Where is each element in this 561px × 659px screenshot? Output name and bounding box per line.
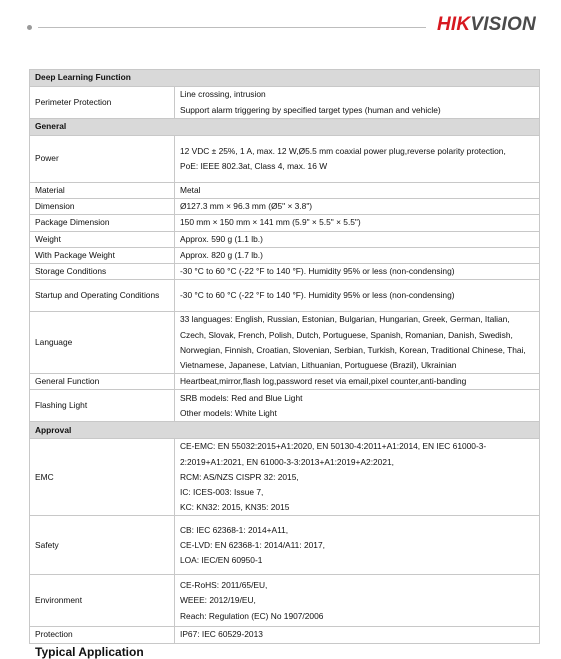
row-value <box>175 136 540 183</box>
section-header <box>30 70 540 87</box>
table-row <box>30 264 540 280</box>
row-label: Environment <box>30 575 175 627</box>
row-label: Flashing Light <box>30 390 175 422</box>
table-row <box>30 231 540 247</box>
table-row <box>30 374 540 390</box>
table-row <box>30 199 540 215</box>
value-line: Metal <box>180 185 201 195</box>
row-label: Material <box>30 183 175 199</box>
hikvision-logo <box>437 14 536 36</box>
table-row <box>30 627 540 643</box>
value-line: Ø127.3 mm × 96.3 mm (Ø5" × 3.8") <box>180 201 313 212</box>
value-line: WEEE: 2012/19/EU, <box>180 595 256 606</box>
value-line: 33 languages: English, Russian, Estonian, Bulgarian, Hungarian, Greek, German, Italian, Czech, Slovak, French, Polish, Dutch, Portuguese, Spanish, Romanian, Danish, Swedish, Norwegian, Finnish, Croatian, Slovenian, Serbian, Turkish, Korean, Traditional Chinese, Thai, Vietnamese, Japanese, Latvian, Lithuanian, Portuguese (Brazil), Ukrainian <box>180 314 526 370</box>
header-divider <box>38 27 426 28</box>
row-label: Startup and Operating Conditions <box>30 280 175 312</box>
value-line: Line crossing, intrusion <box>180 89 266 100</box>
value-line: Heartbeat,mirror,flash log,password reset via email,pixel counter,anti-banding <box>180 376 467 387</box>
row-label: Perimeter Protection <box>30 87 175 119</box>
section-header <box>30 422 540 439</box>
section-header <box>30 119 540 136</box>
table-row <box>30 215 540 231</box>
section-title: Deep Learning Function <box>30 70 540 87</box>
value-line: Other models: White Light <box>180 407 277 418</box>
row-value <box>175 87 540 119</box>
table-row <box>30 390 540 422</box>
value-line: -30 °C to 60 °C (-22 °F to 140 °F). Humidity 95% or less (non-condensing) <box>180 266 455 277</box>
value-line: -30 °C to 60 °C (-22 °F to 140 °F). Humidity 95% or less (non-condensing) <box>180 290 455 301</box>
row-value <box>175 247 540 263</box>
table-row <box>30 183 540 199</box>
table-row <box>30 516 540 575</box>
page-header <box>0 0 561 60</box>
value-line: SRB models: Red and Blue Light <box>180 392 303 403</box>
row-value <box>175 264 540 280</box>
row-label: Dimension <box>30 199 175 215</box>
row-label: Protection <box>30 627 175 643</box>
value-line: CE-RoHS: 2011/65/EU, <box>180 580 268 591</box>
spec-table <box>29 69 540 644</box>
value-line: IP67: IEC 60529-2013 <box>180 629 263 640</box>
row-value <box>175 374 540 390</box>
header-dot <box>27 25 32 30</box>
row-label: Safety <box>30 516 175 575</box>
value-line: CE-EMC: EN 55032:2015+A1:2020, EN 50130-4:2011+A1:2014, EN IEC 61000-3-2:2019+A1:2021, EN 61000-3-3:2013+A1:2019+A2:2021, <box>180 441 487 467</box>
table-row <box>30 247 540 263</box>
row-label: With Package Weight <box>30 247 175 263</box>
next-section-heading: Typical Application <box>35 645 144 659</box>
row-label: EMC <box>30 439 175 516</box>
value-line: RCM: AS/NZS CISPR 32: 2015, <box>180 471 299 482</box>
row-value <box>175 627 540 643</box>
value-line: 150 mm × 150 mm × 141 mm (5.9" × 5.5" × 5.5") <box>180 217 361 228</box>
row-label: Power <box>30 136 175 183</box>
row-label: Weight <box>30 231 175 247</box>
value-line: LOA: IEC/EN 60950-1 <box>180 555 263 566</box>
row-value <box>175 312 540 374</box>
value-line: Approx. 590 g (1.1 lb.) <box>180 233 263 244</box>
row-label: Storage Conditions <box>30 264 175 280</box>
value-line: Approx. 820 g (1.7 lb.) <box>180 249 263 260</box>
table-row <box>30 439 540 516</box>
value-line: IC: ICES-003: Issue 7, <box>180 487 264 498</box>
row-value <box>175 199 540 215</box>
table-row <box>30 136 540 183</box>
value-line: Reach: Regulation (EC) No 1907/2006 <box>180 610 324 621</box>
value-line: 12 VDC ± 25%, 1 A, max. 12 W,Ø5.5 mm coaxial power plug,reverse polarity protection, <box>180 145 506 156</box>
row-value <box>175 215 540 231</box>
logo-hik: HIK <box>437 14 471 35</box>
row-value <box>175 575 540 627</box>
table-row <box>30 575 540 627</box>
row-value <box>175 231 540 247</box>
row-value <box>175 280 540 312</box>
value-line: KC: KN32: 2015, KN35: 2015 <box>180 502 290 513</box>
row-label: Language <box>30 312 175 374</box>
row-value <box>175 439 540 516</box>
value-line: CE-LVD: EN 62368-1: 2014/A11: 2017, <box>180 539 325 550</box>
logo-vision: VISION <box>470 14 536 35</box>
row-label: General Function <box>30 374 175 390</box>
value-line: CB: IEC 62368-1: 2014+A11, <box>180 524 289 535</box>
table-row <box>30 280 540 312</box>
row-label: Package Dimension <box>30 215 175 231</box>
value-line: Support alarm triggering by specified target types (human and vehicle) <box>180 104 441 115</box>
table-row <box>30 312 540 374</box>
row-value <box>175 516 540 575</box>
row-value <box>175 390 540 422</box>
row-value <box>175 183 540 199</box>
section-title: Approval <box>30 422 540 439</box>
section-title: General <box>30 119 540 136</box>
table-row <box>30 87 540 119</box>
value-line: PoE: IEEE 802.3at, Class 4, max. 16 W <box>180 161 328 171</box>
